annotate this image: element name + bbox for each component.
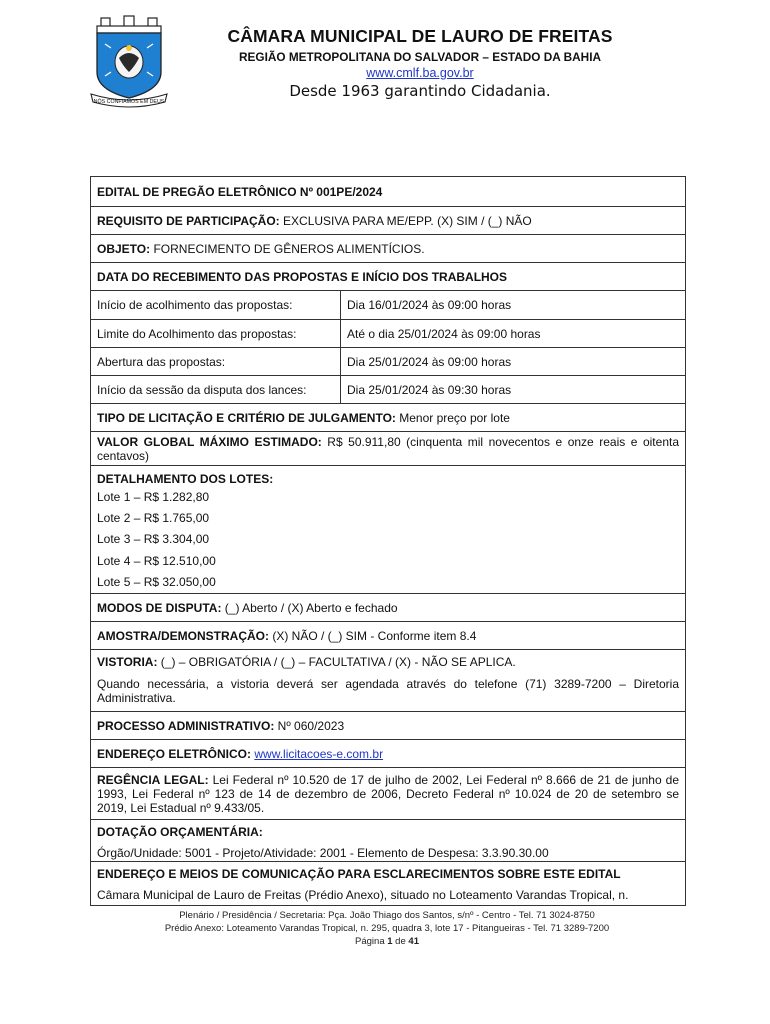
lote-item: Lote 5 – R$ 32.050,00 <box>97 574 216 589</box>
datas-value: Dia 25/01/2024 às 09:00 horas <box>347 354 512 369</box>
vistoria-row <box>91 650 685 712</box>
endereco-link[interactable]: www.licitacoes-e.com.br <box>254 746 384 761</box>
vistoria-label: VISTORIA: <box>97 655 158 669</box>
lote-item: Lote 2 – R$ 1.765,00 <box>97 511 210 526</box>
objeto-row <box>91 235 685 263</box>
page-sep: de <box>392 936 409 947</box>
objeto-label: OBJETO: <box>97 241 151 256</box>
datas-row <box>91 320 685 348</box>
valor-label: VALOR GLOBAL MÁXIMO ESTIMADO: <box>97 434 322 449</box>
requisito-label: REQUISITO DE PARTICIPAÇÃO: <box>97 213 280 228</box>
edital-summary-table <box>90 176 686 906</box>
processo-label: PROCESSO ADMINISTRATIVO: <box>97 718 275 733</box>
institution-title: CÂMARA MUNICIPAL DE LAURO DE FREITAS <box>227 26 613 46</box>
modos-label: MODOS DE DISPUTA: <box>97 600 222 615</box>
lote-item: Lote 4 – R$ 12.510,00 <box>97 553 216 568</box>
modos-value: (_) Aberto / (X) Aberto e fechado <box>221 600 398 615</box>
dotacao-value: Órgão/Unidade: 5001 - Projeto/Atividade: 2001 - Elemento de Despesa: 3.3.90.30.00 <box>97 846 549 860</box>
datas-label: Início da sessão da disputa dos lances: <box>91 376 341 403</box>
crest-motto: NÓS CONFIAMOS EM DEUS <box>93 99 165 105</box>
lote-item: Lote 3 – R$ 3.304,00 <box>97 532 210 547</box>
page-total: 41 <box>408 936 419 947</box>
datas-row <box>91 348 685 376</box>
datas-title: DATA DO RECEBIMENTO DAS PROPOSTAS E INÍCIO DOS TRABALHOS <box>97 269 508 284</box>
lotes-row <box>91 466 685 594</box>
page-number <box>90 936 684 947</box>
edital-title-row <box>91 177 685 207</box>
regencia-label: REGÊNCIA LEGAL: <box>97 772 209 787</box>
institution-slogan: Desde 1963 garantindo Cidadania. <box>289 82 551 100</box>
esclarecimentos-value: Câmara Municipal de Lauro de Freitas (Prédio Anexo), situado no Loteamento Varandas Tropical, n. <box>97 888 629 902</box>
datas-label: Abertura das propostas: <box>91 348 341 375</box>
dotacao-row <box>91 820 685 862</box>
datas-row <box>91 291 685 320</box>
vistoria-value: (_) – OBRIGATÓRIA / (_) – FACULTATIVA / (X) - NÃO SE APLICA. <box>157 655 516 669</box>
valor-value: R$ 50.911,80 (cinquenta mil novecentos e onze reais e oitenta centavos) <box>97 434 679 463</box>
page-current: 1 <box>387 936 393 947</box>
objeto-value: FORNECIMENTO DE GÊNEROS ALIMENTÍCIOS. <box>150 241 425 256</box>
municipal-crest-logo <box>89 14 169 108</box>
endereco-label: ENDEREÇO ELETRÔNICO: <box>97 746 252 761</box>
footer-address-line1: Plenário / Presidência / Secretaria: Pça. João Thiago dos Santos, s/nº - Centro - Tel. 71 3024-8750 <box>179 910 595 921</box>
amostra-label: AMOSTRA/DEMONSTRAÇÃO: <box>97 628 269 643</box>
datas-row <box>91 376 685 404</box>
regencia-row <box>91 768 685 820</box>
dotacao-title: DOTAÇÃO ORÇAMENTÁRIA: <box>97 825 263 839</box>
page-prefix: Página <box>355 936 388 947</box>
lote-item: Lote 1 – R$ 1.282,80 <box>97 490 210 504</box>
lotes-title: DETALHAMENTO DOS LOTES: <box>97 472 274 486</box>
datas-label: Limite do Acolhimento das propostas: <box>91 320 341 347</box>
regencia-value: Lei Federal nº 10.520 de 17 de julho de 2002, Lei Federal nº 8.666 de 21 de junho de 1993, Lei Federal nº 123 de 14 de dezembro de 2006, Decreto Federal nº 10.024 de 20 de setembro se 2019, Lei Estadual nº 9.433/05. <box>97 772 679 815</box>
amostra-row <box>91 622 685 650</box>
tipo-value: Menor preço por lote <box>395 410 510 425</box>
requisito-row <box>91 207 685 235</box>
edital-title: EDITAL DE PREGÃO ELETRÔNICO Nº 001PE/2024 <box>97 184 383 199</box>
datas-title-row <box>91 263 685 291</box>
footer-address-line2: Prédio Anexo: Loteamento Varandas Tropical, n. 295, quadra 3, lote 17 - Pitangueiras - Tel. 71 3289-7200 <box>164 923 610 934</box>
tipo-label: TIPO DE LICITAÇÃO E CRITÉRIO DE JULGAMENTO: <box>97 410 396 425</box>
modos-row <box>91 594 685 622</box>
esclarecimentos-row <box>91 862 685 906</box>
requisito-value: EXCLUSIVA PARA ME/EPP. (X) SIM / (_) NÃO <box>279 213 532 228</box>
datas-value: Dia 25/01/2024 às 09:30 horas <box>347 382 512 397</box>
datas-value: Dia 16/01/2024 às 09:00 horas <box>347 298 512 312</box>
esclarecimentos-title: ENDEREÇO E MEIOS DE COMUNICAÇÃO PARA ESCLARECIMENTOS SOBRE ESTE EDITAL <box>97 867 621 881</box>
tipo-row <box>91 404 685 432</box>
datas-value: Até o dia 25/01/2024 às 09:00 horas <box>347 326 541 341</box>
amostra-value: (X) NÃO / (_) SIM - Conforme item 8.4 <box>269 628 477 643</box>
institution-subtitle: REGIÃO METROPOLITANA DO SALVADOR – ESTADO DA BAHIA <box>239 50 601 64</box>
datas-label: Início de acolhimento das propostas: <box>91 291 341 319</box>
endereco-row <box>91 740 685 768</box>
processo-row <box>91 712 685 740</box>
vistoria-note: Quando necessária, a vistoria deverá ser agendada através do telefone (71) 3289-7200 – Diretoria Administrativa. <box>97 677 679 705</box>
valor-row <box>91 432 685 466</box>
institution-website-link[interactable]: www.cmlf.ba.gov.br <box>366 66 474 80</box>
processo-value: Nº 060/2023 <box>274 718 345 733</box>
